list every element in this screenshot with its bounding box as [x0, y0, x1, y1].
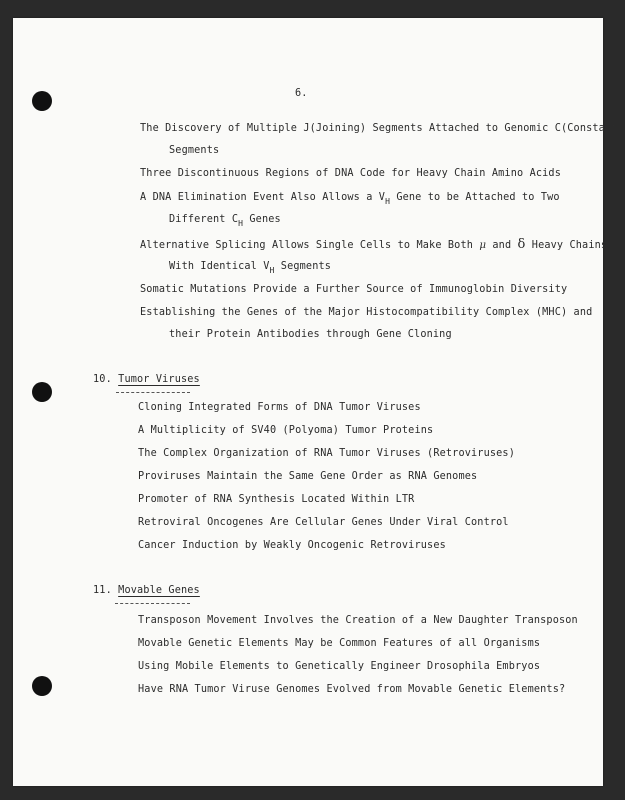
outline-item: Promoter of RNA Synthesis Located Within LTR [138, 494, 415, 505]
outline-item: Somatic Mutations Provide a Further Source of Immunoglobin Diversity [140, 284, 568, 295]
outline-item: Establishing the Genes of the Major Histocompatibility Complex (MHC) and [140, 307, 593, 318]
outline-item: Movable Genetic Elements May be Common Features of all Organisms [138, 638, 541, 649]
outline-item: The Complex Organization of RNA Tumor Viruses (Retroviruses) [138, 448, 516, 459]
text-run: With Identical V [169, 261, 270, 272]
outline-item: Have RNA Tumor Viruse Genomes Evolved from Movable Genetic Elements? [138, 684, 566, 695]
text-run: and [486, 240, 518, 251]
outline-item-continued: their Protein Antibodies through Gene Cloning [169, 329, 452, 340]
section-heading [93, 585, 200, 596]
section-number: 11. [93, 585, 112, 596]
outline-item: Cancer Induction by Weakly Oncogenic Retroviruses [138, 540, 446, 551]
text-run: A DNA Elimination Event Also Allows a V [140, 192, 386, 203]
outline-item: Proviruses Maintain the Same Gene Order as RNA Genomes [138, 471, 478, 482]
outline-item [140, 237, 607, 252]
text-run: Genes [243, 214, 281, 225]
outline-item: Three Discontinuous Regions of DNA Code for Heavy Chain Amino Acids [140, 168, 561, 179]
outline-item: The Discovery of Multiple J(Joining) Segments Attached to Genomic C(Constant) [140, 123, 624, 134]
delta-symbol: δ [517, 237, 526, 252]
outline-item-continued [169, 214, 281, 228]
paper-sheet [13, 18, 624, 786]
subscript: H [385, 197, 391, 206]
section-title: Tumor Viruses [118, 374, 200, 385]
section-number: 10. [93, 374, 112, 385]
subscript: H [269, 266, 275, 275]
page-number: 6. [295, 88, 308, 99]
punch-hole [32, 91, 52, 111]
text-run: Alternative Splicing Allows Single Cells to Make Both [140, 240, 480, 251]
outline-item [140, 192, 560, 206]
text-run: Different C [169, 214, 239, 225]
outline-item: Transposon Movement Involves the Creation of a New Daughter Transposon [138, 615, 578, 626]
punch-hole [32, 676, 52, 696]
outline-item: Using Mobile Elements to Genetically Engineer Drosophila Embryos [138, 661, 541, 672]
outline-item-continued: Segments [169, 145, 220, 156]
text-run: Gene to be Attached to Two [390, 192, 560, 203]
punch-hole [32, 382, 52, 402]
title-dashed-underline [116, 392, 190, 393]
mu-symbol: μ [479, 240, 487, 251]
subscript: H [238, 219, 244, 228]
text-run: Heavy Chains [525, 240, 608, 251]
outline-item: A Multiplicity of SV40 (Polyoma) Tumor Proteins [138, 425, 434, 436]
title-dashed-underline [115, 603, 190, 604]
outline-item-continued [169, 261, 332, 275]
text-run: Segments [274, 261, 332, 272]
outline-item: Cloning Integrated Forms of DNA Tumor Viruses [138, 402, 421, 413]
section-heading [93, 374, 200, 385]
section-title: Movable Genes [118, 585, 200, 596]
outline-item: Retroviral Oncogenes Are Cellular Genes Under Viral Control [138, 517, 509, 528]
